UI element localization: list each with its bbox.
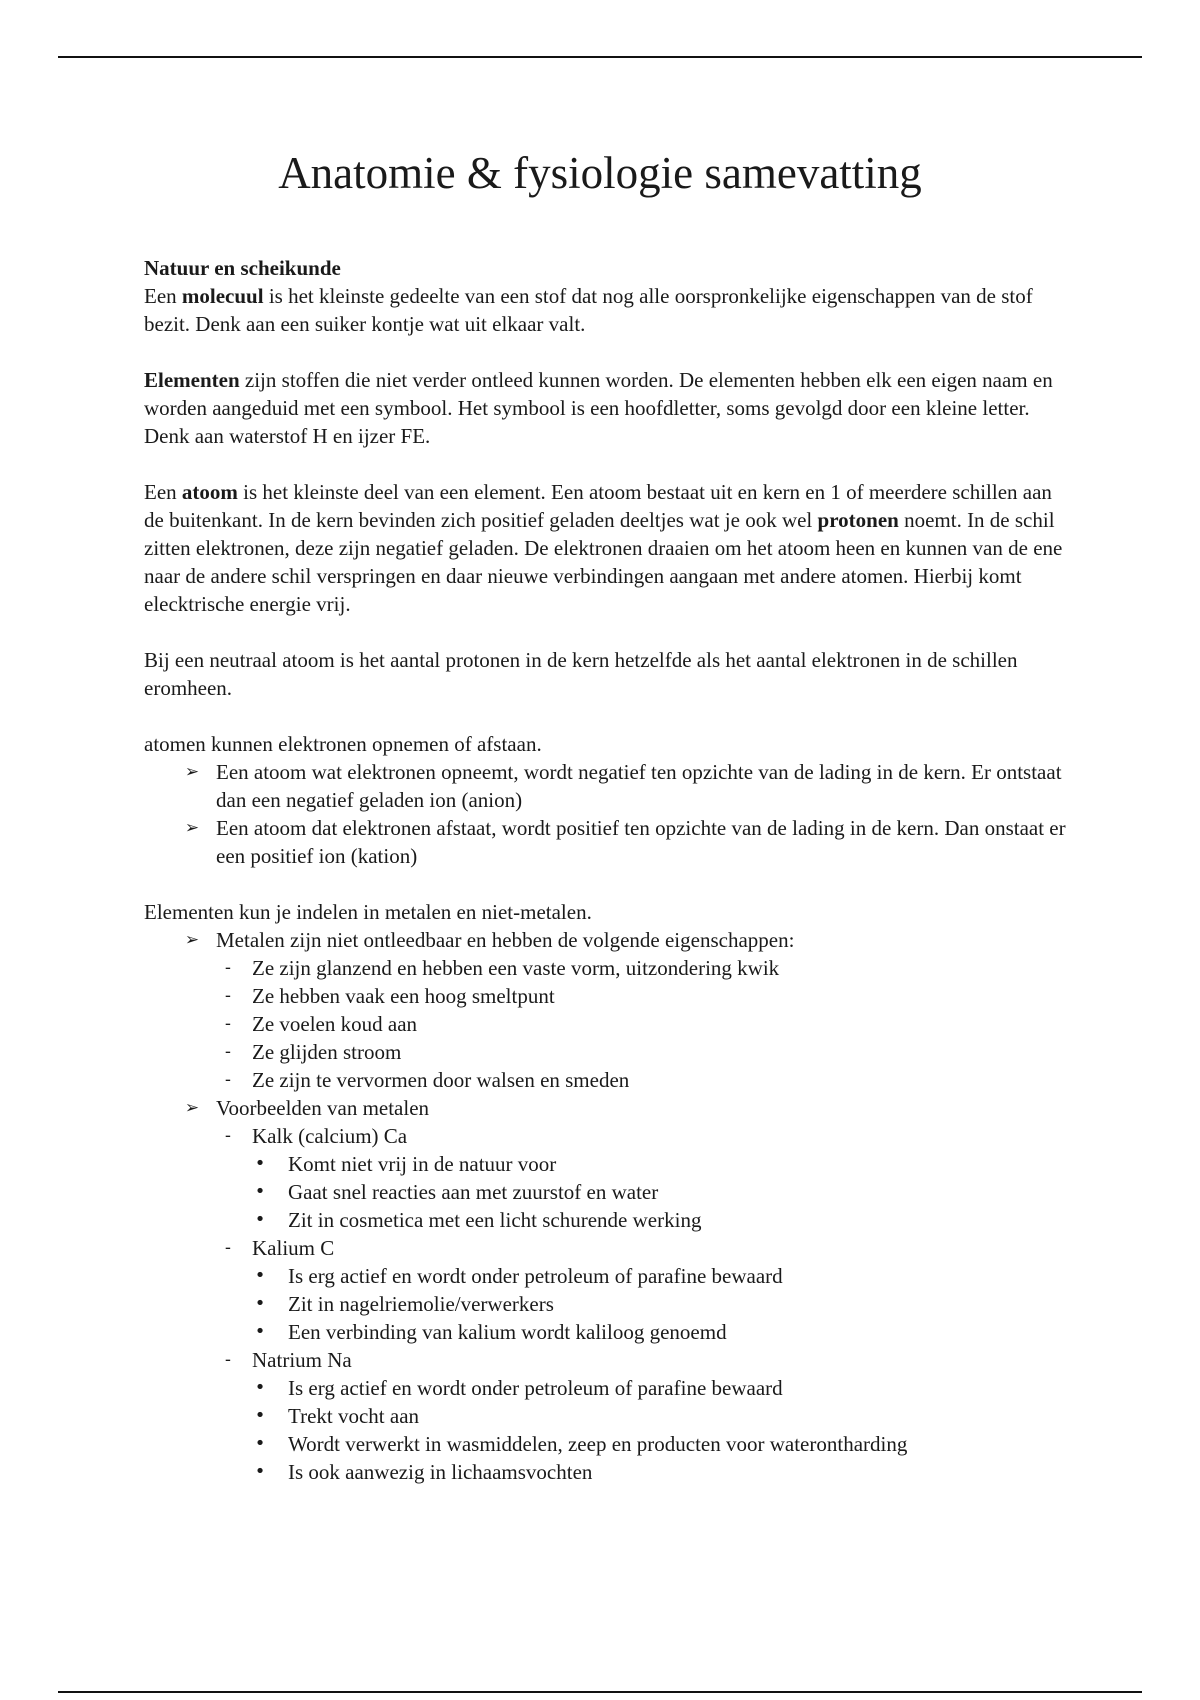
section-heading: Natuur en scheikunde [144,256,341,280]
dot-bullet-icon: • [254,1377,266,1398]
eigenschappen-sublist [216,954,1074,1094]
natrium-properties [252,1374,1074,1486]
list-item: - Ze zijn glanzend en hebben een vaste vorm, uitzondering kwik [144,954,1074,982]
dash-bullet-icon: - [224,1238,232,1258]
list-item: - Ze voelen koud aan [144,1010,1074,1038]
list-item: ➢ Een atoom dat elektronen afstaat, wordt positief ten opzichte van de lading in de kern. Dan onstaat er een positief ion (kation) [144,814,1074,870]
list-item: • Is ook aanwezig in lichaamsvochten [144,1458,1074,1486]
list-item: ➢ Voorbeelden van metalen - Kalk (calcium) Ca • Komt niet vrij in de natuur voor • Gaat snel reacties aan met zuurstof en water • Zit in cosmetica met een licht schurende werking - Kalium C • Is erg actief en wordt onder petroleum of parafine bewaard • Zit in nagelriemolie/verwerkers • Een verbinding van kalium wordt kaliloog genoemd - Natrium Na • Is erg actief en wordt onder petroleum of parafine bewaard • Trekt vocht aan • Wordt verwerkt in wasmiddelen, zeep en producten voor waterontharding • Is ook aanwezig in lichaamsvochten [144,1094,1074,1486]
top-rule [58,56,1142,58]
document-body [144,254,1074,1486]
bottom-rule [58,1691,1142,1693]
dot-bullet-icon: • [254,1181,266,1202]
dash-bullet-icon: - [224,1350,232,1370]
list-item: ➢ Een atoom wat elektronen opneemt, wordt negatief ten opzichte van de lading in de kern. Er ontstaat dan een negatief geladen ion (anion) [144,758,1074,814]
dash-bullet-icon: - [224,1042,232,1062]
voorbeelden-sublist [216,1122,1074,1486]
list-item: • Zit in cosmetica met een licht schurende werking [144,1206,1074,1234]
paragraph-atoom: Een atoom is het kleinste deel van een element. Een atoom bestaat uit en kern en 1 of meerdere schillen aan de buitenkant. In de kern bevinden zich positief geladen deeltjes wat je ook wel protonen noemt. In de schil zitten elektronen, deze zijn negatief geladen. De elektronen draaien om het atoom heen en kunnen van de ene naar de andere schil verspringen en daar nieuwe verbindingen aangaan met andere atomen. Hierbij komt elecktrische energie vrij. [144,480,1063,616]
arrow-bullet-icon: ➢ [184,1098,200,1118]
list-item: • Is erg actief en wordt onder petroleum of parafine bewaard [144,1262,1074,1290]
dot-bullet-icon: • [254,1405,266,1426]
list-item: • Trekt vocht aan [144,1402,1074,1430]
arrow-bullet-icon: ➢ [184,762,200,782]
dash-bullet-icon: - [224,1126,232,1146]
arrow-bullet-icon: ➢ [184,930,200,950]
ionen-list [144,758,1074,870]
dash-bullet-icon: - [224,1070,232,1090]
dot-bullet-icon: • [254,1293,266,1314]
dot-bullet-icon: • [254,1433,266,1454]
list-item: • Is erg actief en wordt onder petroleum of parafine bewaard [144,1374,1074,1402]
paragraph-ionen-intro: atomen kunnen elektronen opnemen of afstaan. [144,732,542,756]
metalen-eigenschappen-list [144,926,1074,1094]
dot-bullet-icon: • [254,1321,266,1342]
metal-kalium: - Kalium C • Is erg actief en wordt onder petroleum of parafine bewaard • Zit in nagelriemolie/verwerkers • Een verbinding van kalium wordt kaliloog genoemd [144,1234,1074,1346]
dot-bullet-icon: • [254,1461,266,1482]
list-item: • Zit in nagelriemolie/verwerkers [144,1290,1074,1318]
paragraph-neutraal-atoom: Bij een neutraal atoom is het aantal protonen in de kern hetzelfde als het aantal elektronen in de schillen eromheen. [144,648,1018,700]
metalen-voorbeelden-list [144,1094,1074,1486]
dash-bullet-icon: - [224,958,232,978]
metal-calcium: - Kalk (calcium) Ca • Komt niet vrij in de natuur voor • Gaat snel reacties aan met zuurstof en water • Zit in cosmetica met een licht schurende werking [144,1122,1074,1234]
paragraph-molecuul: Een molecuul is het kleinste gedeelte van een stof dat nog alle oorspronkelijke eigenschappen van de stof bezit. Denk aan een suiker kontje wat uit elkaar valt. [144,284,1033,336]
kalium-properties [252,1262,1074,1346]
list-item: • Gaat snel reacties aan met zuurstof en water [144,1178,1074,1206]
list-item: • Wordt verwerkt in wasmiddelen, zeep en producten voor waterontharding [144,1430,1074,1458]
list-item: - Ze glijden stroom [144,1038,1074,1066]
dash-bullet-icon: - [224,1014,232,1034]
list-item: • Een verbinding van kalium wordt kaliloog genoemd [144,1318,1074,1346]
list-item: ➢ Metalen zijn niet ontleedbaar en hebben de volgende eigenschappen: - Ze zijn glanzend en hebben een vaste vorm, uitzondering kwik - Ze hebben vaak een hoog smeltpunt - Ze voelen koud aan - Ze glijden stroom - Ze zijn te vervormen door walsen en smeden [144,926,1074,1094]
metal-natrium: - Natrium Na • Is erg actief en wordt onder petroleum of parafine bewaard • Trekt vocht aan • Wordt verwerkt in wasmiddelen, zeep en producten voor waterontharding • Is ook aanwezig in lichaamsvochten [144,1346,1074,1486]
dot-bullet-icon: • [254,1265,266,1286]
paragraph-metalen-intro: Elementen kun je indelen in metalen en niet-metalen. [144,900,592,924]
list-item: • Komt niet vrij in de natuur voor [144,1150,1074,1178]
list-item: - Ze zijn te vervormen door walsen en smeden [144,1066,1074,1094]
page-title: Anatomie & fysiologie samevatting [278,148,922,198]
paragraph-elementen: Elementen zijn stoffen die niet verder ontleed kunnen worden. De elementen hebben elk een eigen naam en worden aangeduid met een symbool. Het symbool is een hoofdletter, soms gevolgd door een kleine letter. Denk aan waterstof H en ijzer FE. [144,368,1053,448]
arrow-bullet-icon: ➢ [184,818,200,838]
dash-bullet-icon: - [224,986,232,1006]
calcium-properties [252,1150,1074,1234]
dot-bullet-icon: • [254,1153,266,1174]
list-item: - Ze hebben vaak een hoog smeltpunt [144,982,1074,1010]
dot-bullet-icon: • [254,1209,266,1230]
